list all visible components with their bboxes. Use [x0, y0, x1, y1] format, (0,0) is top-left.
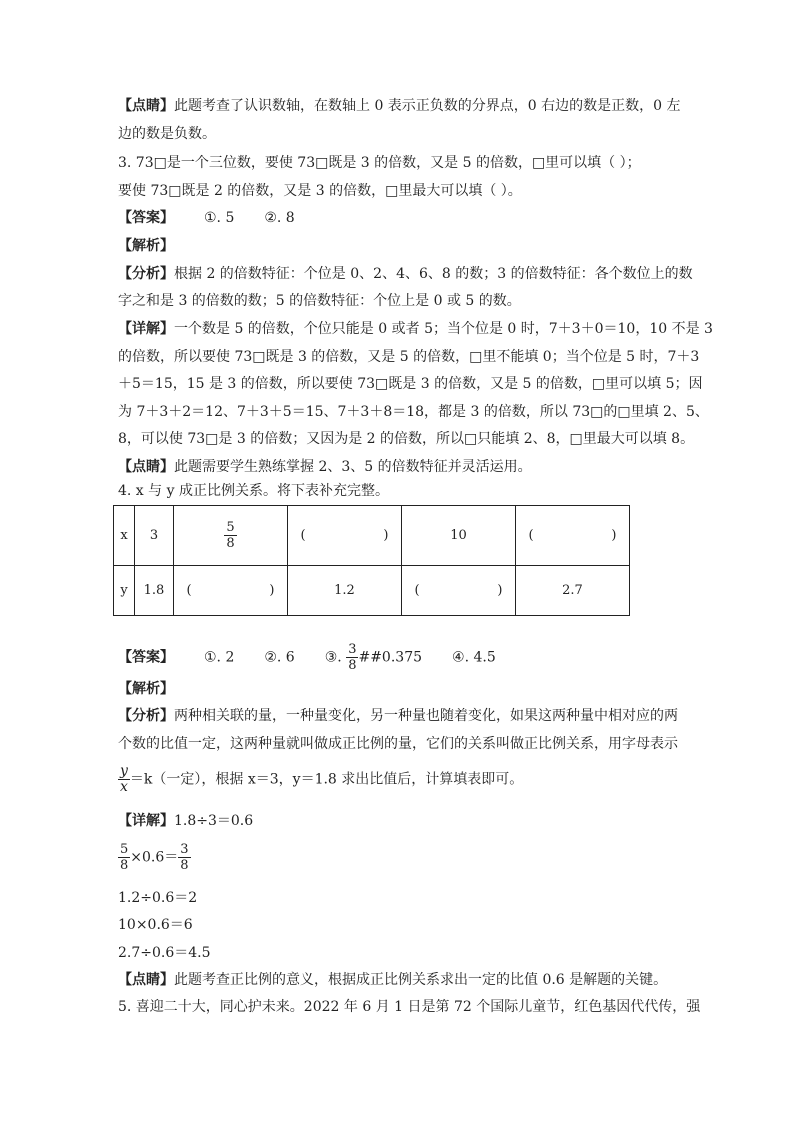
fraction-denominator: 8: [120, 858, 129, 873]
fenxi-text: 个数的比值一定，这两种量就叫做成正比例的量，它们的关系叫做正比例关系，用字母表示: [118, 736, 678, 752]
fraction: [118, 764, 130, 795]
fraction-numerator: 3: [180, 842, 189, 857]
fenxi-text: 根据 2 的倍数特征：个位是 0、2、4、6、8 的数；3 的倍数特征：各个数位上的数: [174, 266, 693, 282]
answer-item: ②. 8: [264, 210, 295, 226]
fraction: [346, 642, 358, 673]
calc-line: 1.2÷0.6＝2: [118, 890, 198, 906]
fraction-denominator: 8: [348, 658, 357, 673]
table-cell: 2.7: [516, 566, 630, 616]
table-cell: 1.8: [135, 566, 174, 616]
answer-item: ②. 6: [264, 649, 295, 666]
fraction: [178, 842, 190, 873]
table-cell: 1.2: [288, 566, 402, 616]
table-cell-blank: [402, 566, 516, 616]
dianjing-line: [118, 970, 667, 990]
calc-text: ×0.6＝: [130, 849, 179, 866]
answer-item: ①. 5: [204, 210, 235, 226]
fenxi-text: 两种相关联的量，一种量变化，另一种量也随着变化，如果这两种量中相对应的两: [174, 708, 678, 724]
paren-close: ): [269, 583, 275, 598]
fenxi-label: 【分析】: [118, 266, 174, 282]
paren-close: ): [611, 528, 617, 543]
fraction: [118, 842, 130, 873]
xiangjie-line: [118, 319, 713, 339]
answer-line: [118, 208, 295, 228]
jiexi-label: 【解析】: [118, 681, 174, 697]
fenxi-text: 字之和是 3 的倍数的数；5 的倍数特征：个位上是 0 或 5 的数。: [118, 293, 521, 309]
dianjing-label: 【点睛】: [118, 972, 174, 988]
question-4-title: 4. x 与 y 成正比例关系。将下表补充完整。: [118, 483, 389, 499]
table-cell: x: [114, 506, 135, 566]
note-text: 边的数是负数。: [118, 126, 216, 142]
table-cell: [174, 506, 288, 566]
fraction-numerator: 5: [226, 520, 235, 535]
calc-line: 2.7÷0.6＝4.5: [118, 945, 211, 961]
table-cell-blank: [174, 566, 288, 616]
table-row-x: [114, 506, 630, 566]
fenxi-label: 【分析】: [118, 708, 174, 724]
xiangjie-text: 1.8÷3＝0.6: [174, 813, 254, 829]
dianjing-label: 【点睛】: [118, 459, 174, 475]
table-cell: 10: [402, 506, 516, 566]
fenxi-text: ＝k（一定），根据 x＝3，y＝1.8 求出比值后，计算填表即可。: [129, 771, 524, 788]
paren-close: ): [383, 528, 389, 543]
paren-open: (: [528, 528, 534, 543]
paren-open: (: [300, 528, 306, 543]
fraction-denominator: 8: [226, 536, 235, 551]
note-line: [118, 124, 216, 144]
answer-line: [118, 642, 496, 673]
dianjing-text: 此题需要学生熟练掌握 2、3、5 的倍数特征并灵活运用。: [174, 459, 532, 475]
fraction-numerator: 5: [120, 842, 129, 857]
table-cell-blank: [516, 506, 630, 566]
dianjing-line: [118, 457, 532, 477]
xiangjie-text: 一个数是 5 的倍数，个位只能是 0 或者 5；当个位是 0 时，7＋3＋0＝10，10 不是 3: [174, 321, 713, 337]
fraction: [224, 520, 236, 551]
note-line: [118, 96, 681, 116]
xiangjie-text: 为 7＋3＋2＝12、7＋3＋5＝15、7＋3＋8＝18，都是 3 的倍数，所以 73□的□里填 2、5、: [118, 404, 709, 420]
xiangjie-line: [118, 811, 253, 831]
xiangjie-text: ＋5＝15，15 是 3 的倍数，所以要使 73□既是 3 的倍数，又是 5 的倍数，□里可以填 5；因: [118, 376, 703, 392]
answer-item: ④. 4.5: [452, 649, 496, 666]
fenxi-line: [118, 764, 523, 795]
fenxi-line: [118, 706, 678, 726]
xiangjie-label: 【详解】: [118, 321, 174, 337]
fraction-numerator: 3: [348, 642, 357, 657]
calc-line: [118, 842, 191, 873]
xiangjie-text: 8，可以使 73□是 3 的倍数；又因为是 2 的倍数，所以□只能填 2、8，□里最大可以填 8。: [118, 431, 695, 447]
proportion-table: [113, 505, 630, 616]
xiangjie-text: 的倍数，所以要使 73□既是 3 的倍数，又是 5 的倍数，□里不能填 0；当个位是 5 时，7＋3: [118, 349, 700, 365]
answer-label: 【答案】: [118, 210, 174, 226]
fenxi-line: [118, 264, 693, 284]
answer-label: 【答案】: [118, 649, 174, 666]
table-cell: y: [114, 566, 135, 616]
dianjing-text: 此题考查正比例的意义，根据成正比例关系求出一定的比值 0.6 是解题的关键。: [174, 972, 668, 988]
calc-line: 10×0.6＝6: [118, 917, 193, 933]
answer-item: ③.: [324, 649, 342, 666]
fraction-numerator: y: [120, 763, 128, 779]
paren-open: (: [414, 583, 420, 598]
jiexi-label: 【解析】: [118, 238, 174, 254]
note-label: 【点睛】: [118, 98, 174, 114]
question-5-text: 5. 喜迎二十大，同心护未来。2022 年 6 月 1 日是第 72 个国际儿童节，红色基因代代传，强: [118, 999, 701, 1015]
question-3-text: 3. 73□是一个三位数，要使 73□既是 3 的倍数，又是 5 的倍数，□里可以填（ ）；: [118, 155, 641, 171]
table-cell: 3: [135, 506, 174, 566]
answer-item: ①. 2: [204, 649, 235, 666]
paren-close: ): [497, 583, 503, 598]
xiangjie-label: 【详解】: [118, 813, 174, 829]
fraction-denominator: x: [120, 779, 128, 795]
paren-open: (: [186, 583, 192, 598]
answer-suffix: ##0.375: [358, 649, 423, 666]
table-row-y: [114, 566, 630, 616]
table-cell-blank: [288, 506, 402, 566]
note-text: 此题考查了认识数轴，在数轴上 0 表示正负数的分界点，0 右边的数是正数，0 左: [174, 98, 681, 114]
fraction-denominator: 8: [180, 858, 189, 873]
question-3-text: 要使 73□既是 2 的倍数，又是 3 的倍数，□里最大可以填（ ）。: [118, 183, 522, 199]
